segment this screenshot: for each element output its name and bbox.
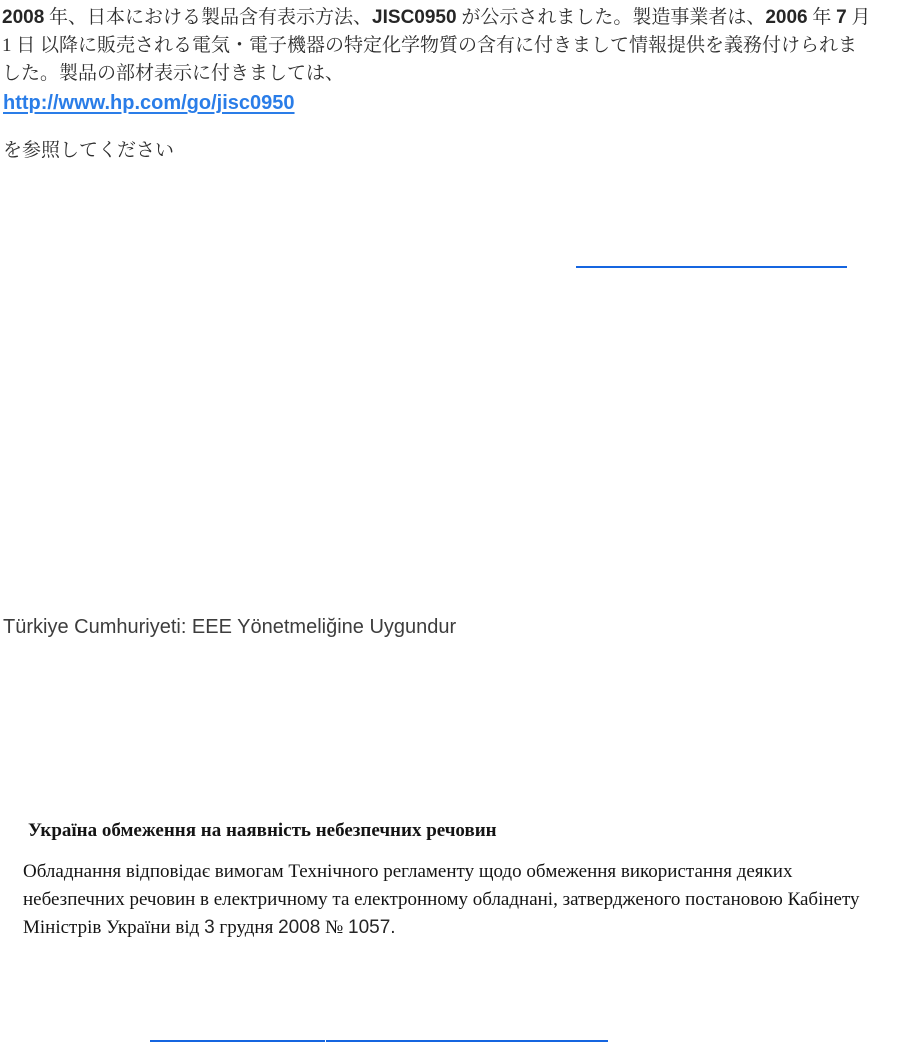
ukraine-paragraph-line-3 [23,914,905,942]
ukraine-notice-heading: Україна обмеження на наявність небезпечних речовин [28,820,497,841]
ukraine-paragraph-line-2: небезпечних речовин в електричному та електронному обладнані, затвердженого постановою Кабінету [23,889,860,910]
japan-text-segment: が公示されました。製造事業者は、 [456,7,766,28]
year-2008-ua: 2008 [278,917,321,938]
year-2008: 2008 [2,7,45,28]
bottom-link-underline-left[interactable] [150,1040,325,1042]
japan-text-segment: 月 [846,7,871,28]
day-3: 3 [204,917,215,938]
japan-text-segment: 年 [807,7,837,28]
japan-paragraph-line-2: 1 日 以降に販売される電気・電子機器の特定化学物質の含有に付きまして情報提供を義務付けられま [2,35,858,56]
ukraine-text-segment: Міністрів України від [23,917,205,938]
japan-jisc0950-paragraph [2,4,907,88]
bottom-link-underline-right[interactable] [326,1040,608,1042]
japan-paragraph-line-1 [2,4,907,32]
japan-paragraph-line-3: した。製品の部材表示に付きましては、 [2,63,345,84]
decree-number-1057: 1057. [348,917,396,938]
mid-page-link-underline[interactable] [576,266,847,268]
japan-reference-note: を参照してください [3,140,175,161]
ukraine-text-segment: грудня [214,917,279,938]
ukraine-text-segment: № [320,917,348,938]
ukraine-notice-paragraph [23,858,905,942]
month-7: 7 [836,7,847,28]
turkey-eee-compliance-line: Türkiye Cumhuriyeti: EEE Yönetmeliğine Uygundur [3,616,457,638]
jisc0950-link[interactable]: http://www.hp.com/go/jisc0950 [3,92,295,114]
year-2006: 2006 [765,7,808,28]
japan-text-segment: 年、日本における製品含有表示方法、 [44,7,373,28]
ukraine-paragraph-line-1: Обладнання відповідає вимогам Технічного регламенту щодо обмеження використання деяких [23,861,793,882]
jisc0950-label: JISC0950 [372,7,457,28]
